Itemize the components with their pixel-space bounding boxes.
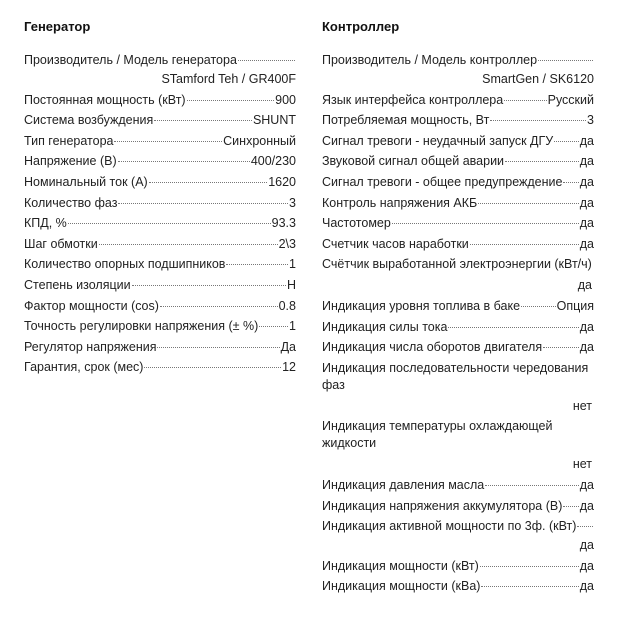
spec-label: Система возбуждения	[24, 113, 154, 128]
controller-spec-row	[322, 418, 594, 473]
controller-spec-row	[322, 92, 594, 109]
dot-leader	[480, 566, 579, 567]
spec-value: да	[579, 154, 594, 169]
spec-value: 12	[282, 360, 296, 375]
spec-value: Опция	[556, 298, 594, 313]
spec-label: Индикация силы тока	[322, 319, 448, 334]
spec-label: Регулятор напряжения	[24, 339, 157, 354]
spec-value: 400/230	[250, 154, 296, 169]
spec-value: 3	[587, 113, 594, 128]
controller-spec-row	[322, 498, 594, 515]
controller-spec-row	[322, 133, 594, 150]
spec-label: Индикация активной мощности по 3ф. (кВт)	[322, 519, 577, 534]
generator-spec-row	[24, 153, 296, 170]
spec-value: да	[577, 278, 592, 293]
spec-value: да	[579, 477, 594, 492]
spec-value: 0.8	[278, 298, 296, 313]
spec-label-line	[24, 52, 296, 69]
spec-label: Производитель / Модель генератора	[24, 53, 237, 67]
dot-leader	[563, 506, 578, 507]
dot-leader	[490, 120, 586, 121]
spec-label: Степень изоляции	[24, 277, 131, 292]
spec-label: Индикация напряжения аккумулятора (В)	[322, 498, 563, 513]
generator-spec-row	[24, 215, 296, 232]
dot-leader	[485, 485, 578, 486]
dot-leader	[481, 586, 578, 587]
dot-leader	[538, 60, 593, 61]
generator-title: Генератор	[24, 19, 91, 34]
dot-leader	[521, 306, 556, 307]
dot-leader	[118, 203, 288, 204]
controller-spec-row	[322, 153, 594, 170]
spec-value: нет	[572, 457, 592, 472]
spec-label: Точность регулировки напряжения (± %)	[24, 319, 259, 334]
spec-value: 1	[289, 319, 296, 334]
spec-value: да	[579, 174, 594, 189]
dot-leader	[144, 367, 281, 368]
spec-value: 1620	[268, 174, 296, 189]
controller-spec-row	[322, 236, 594, 253]
spec-value: да	[579, 133, 594, 148]
spec-label: Сигнал тревоги - общее предупреждение	[322, 174, 563, 189]
spec-value: 3	[289, 195, 296, 210]
spec-value: SHUNT	[252, 113, 296, 128]
controller-spec-row	[322, 477, 594, 494]
controller-spec-row	[322, 174, 594, 191]
dot-leader	[160, 306, 278, 307]
dot-leader	[238, 60, 295, 61]
dot-leader	[114, 141, 222, 142]
spec-label: Индикация мощности (кВт)	[322, 558, 479, 573]
controller-spec-row	[322, 52, 594, 88]
dot-leader	[543, 347, 579, 348]
spec-value: 93.3	[271, 216, 296, 231]
spec-value: H	[286, 277, 296, 292]
dot-leader	[99, 244, 278, 245]
spec-label: Индикация мощности (кВа)	[322, 579, 481, 594]
spec-label: КПД, %	[24, 216, 67, 231]
dot-leader	[392, 223, 579, 224]
generator-spec-row	[24, 195, 296, 212]
spec-label: Постоянная мощность (кВт)	[24, 92, 186, 107]
spec-value: да	[579, 558, 594, 573]
controller-section	[322, 18, 594, 599]
spec-label: Язык интерфейса контроллера	[322, 92, 504, 107]
generator-section	[24, 18, 296, 380]
dot-leader	[259, 326, 288, 327]
spec-value: 1	[289, 257, 296, 272]
spec-label: Количество фаз	[24, 195, 118, 210]
spec-value: да	[579, 236, 594, 251]
spec-value: да	[579, 195, 594, 210]
controller-spec-row	[322, 195, 594, 212]
spec-label-line	[322, 518, 594, 535]
dot-leader	[505, 161, 579, 162]
generator-spec-row	[24, 112, 296, 129]
spec-label: Шаг обмотки	[24, 236, 98, 251]
dot-leader	[68, 223, 271, 224]
generator-spec-row	[24, 318, 296, 335]
generator-spec-row	[24, 236, 296, 253]
dot-leader	[149, 182, 267, 183]
spec-value: STamford Teh / GR400F	[161, 72, 296, 86]
spec-value: да	[579, 340, 594, 355]
dot-leader	[563, 182, 578, 183]
controller-spec-row	[322, 558, 594, 575]
spec-label: Индикация давления масла	[322, 477, 485, 492]
controller-spec-row	[322, 360, 594, 415]
dot-leader	[132, 285, 286, 286]
spec-label: Частотомер	[322, 216, 391, 231]
spec-value: да	[579, 538, 594, 553]
generator-spec-row	[24, 359, 296, 376]
spec-label: Потребляемая мощность, Вт	[322, 113, 490, 128]
controller-spec-row	[322, 215, 594, 232]
generator-spec-row	[24, 52, 296, 88]
dot-leader	[187, 100, 275, 101]
spec-label: Производитель / Модель контроллер	[322, 53, 538, 67]
spec-label: Количество опорных подшипников	[24, 257, 226, 272]
spec-value: 900	[275, 92, 296, 107]
dot-leader	[157, 347, 279, 348]
dot-leader	[554, 141, 579, 142]
spec-label: Контроль напряжения АКБ	[322, 195, 478, 210]
controller-spec-row	[322, 112, 594, 129]
spec-value: SmartGen / SK6120	[482, 72, 594, 86]
generator-spec-row	[24, 298, 296, 315]
controller-spec-row	[322, 518, 594, 554]
spec-label-line	[322, 52, 594, 69]
spec-label: Индикация температуры охлаждающей жидкости	[322, 419, 553, 451]
spec-value: да	[579, 216, 594, 231]
dot-leader	[577, 526, 593, 527]
generator-spec-row	[24, 256, 296, 273]
dot-leader	[154, 120, 252, 121]
spec-label: Гарантия, срок (мес)	[24, 360, 144, 375]
spec-label: Сигнал тревоги - неудачный запуск ДГУ	[322, 133, 554, 148]
spec-label: Счетчик часов наработки	[322, 236, 469, 251]
controller-spec-list	[322, 52, 594, 595]
spec-label: Звуковой сигнал общей аварии	[322, 154, 505, 169]
dot-leader	[470, 244, 579, 245]
spec-label: Счётчик выработанной электроэнергии (кВт/ч)	[322, 257, 592, 272]
spec-value: Синхронный	[223, 133, 296, 148]
spec-label: Фактор мощности (cos)	[24, 298, 159, 313]
controller-spec-row	[322, 578, 594, 595]
controller-spec-row	[322, 256, 594, 294]
generator-spec-row	[24, 133, 296, 150]
spec-value: Русский	[547, 92, 594, 107]
controller-title: Контроллер	[322, 19, 400, 34]
dot-leader	[504, 100, 546, 101]
spec-value: да	[579, 498, 594, 513]
spec-value: Да	[280, 339, 296, 354]
spec-value: да	[579, 319, 594, 334]
generator-spec-list	[24, 52, 296, 376]
generator-spec-row	[24, 174, 296, 191]
spec-label: Индикация числа оборотов двигателя	[322, 340, 543, 355]
generator-spec-row	[24, 339, 296, 356]
spec-label: Тип генератора	[24, 133, 114, 148]
dot-leader	[478, 203, 579, 204]
controller-spec-row	[322, 319, 594, 336]
spec-value: нет	[572, 398, 592, 413]
spec-label: Номинальный ток (А)	[24, 174, 148, 189]
dot-leader	[226, 264, 288, 265]
spec-label: Индикация уровня топлива в баке	[322, 298, 521, 313]
spec-label: Индикация последовательности чередования фаз	[322, 360, 589, 392]
spec-value: да	[579, 579, 594, 594]
dot-leader	[448, 327, 578, 328]
dot-leader	[118, 161, 250, 162]
generator-spec-row	[24, 277, 296, 294]
spec-value: 2\3	[278, 236, 296, 251]
controller-spec-row	[322, 298, 594, 315]
controller-spec-row	[322, 339, 594, 356]
spec-label: Напряжение (В)	[24, 154, 117, 169]
generator-spec-row	[24, 92, 296, 109]
